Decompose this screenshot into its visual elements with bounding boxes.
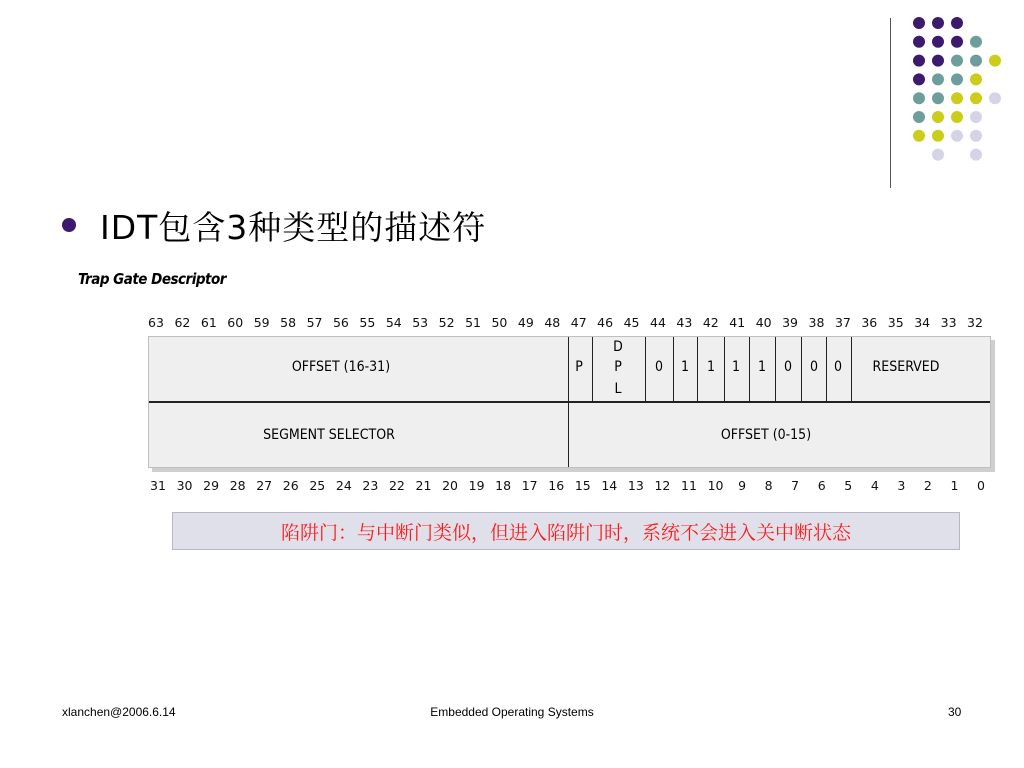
top-bit-label: 58: [280, 315, 297, 330]
decorative-dot: [932, 17, 944, 29]
decorative-dot: [951, 17, 963, 29]
top-bit-numbers: [0, 315, 1024, 333]
decorative-dot-grid: [0, 0, 1024, 200]
decorative-dot: [932, 92, 944, 104]
top-bit-label: 56: [332, 315, 349, 330]
decorative-dot: [970, 92, 982, 104]
top-bit-label: 35: [887, 315, 904, 330]
bottom-bit-label: 29: [203, 478, 220, 493]
field-bit-40: 1: [757, 359, 767, 375]
bottom-bit-label: 17: [521, 478, 538, 493]
bottom-bit-label: 16: [548, 478, 565, 493]
field-bit-37: 0: [833, 359, 843, 375]
field-p: P: [575, 359, 583, 375]
bottom-bit-label: 21: [415, 478, 432, 493]
bottom-bit-label: 4: [870, 478, 879, 493]
decorative-dot: [970, 130, 982, 142]
decorative-dot: [932, 73, 944, 85]
field-reserved: RESERVED: [872, 359, 940, 375]
top-bit-label: 41: [729, 315, 746, 330]
top-bit-label: 44: [650, 315, 666, 330]
bottom-bit-label: 20: [442, 478, 458, 493]
decorative-vertical-line: [890, 18, 891, 188]
decorative-dot: [932, 111, 944, 123]
bottom-bit-label: 25: [309, 478, 326, 493]
top-bit-label: 47: [570, 315, 587, 330]
bottom-bit-label: 6: [817, 478, 826, 493]
decorative-dot: [913, 130, 925, 142]
footer-page-number: 30: [948, 705, 962, 719]
decorative-dot: [951, 73, 963, 85]
field-bit-44: 0: [654, 359, 664, 375]
top-bit-label: 34: [914, 315, 931, 330]
top-bit-label: 37: [834, 315, 851, 330]
bottom-bit-label: 24: [335, 478, 352, 493]
bottom-bit-label: 30: [176, 478, 193, 493]
trap-gate-note: 陷阱门：与中断门类似，但进入陷阱门时，系统不会进入关中断状态: [172, 512, 960, 550]
bottom-bit-label: 11: [681, 478, 697, 493]
top-bit-label: 36: [861, 315, 878, 330]
field-segment-selector: SEGMENT SELECTOR: [263, 427, 395, 443]
top-bit-label: 42: [702, 315, 719, 330]
top-bit-label: 52: [438, 315, 455, 330]
field-bit-43: 1: [680, 359, 690, 375]
top-bit-label: 55: [359, 315, 376, 330]
decorative-dot: [932, 149, 944, 161]
top-bit-label: 39: [782, 315, 799, 330]
bottom-bit-numbers: [0, 478, 1024, 496]
decorative-dot: [951, 55, 963, 67]
bottom-bit-label: 10: [707, 478, 724, 493]
bottom-bit-label: 28: [229, 478, 246, 493]
bottom-bit-label: 14: [601, 478, 618, 493]
bottom-bit-label: 5: [844, 478, 853, 493]
footer-author: xlanchen@2006.6.14: [62, 705, 176, 719]
decorative-dot: [970, 55, 982, 67]
field-dpl-l: L: [614, 381, 622, 397]
field-bit-42: 1: [706, 359, 716, 375]
decorative-dot: [970, 73, 982, 85]
bottom-bit-label: 23: [362, 478, 379, 493]
field-offset-low: OFFSET (0-15): [720, 427, 812, 443]
bullet-dot-icon: [62, 218, 76, 232]
top-bit-label: 54: [385, 315, 402, 330]
diagram-title: Trap Gate Descriptor: [78, 270, 226, 288]
decorative-dot: [970, 111, 982, 123]
decorative-dot: [932, 130, 944, 142]
bullet-text: IDT包含3种类型的描述符: [100, 207, 487, 247]
bottom-bit-label: 13: [627, 478, 644, 493]
top-bit-label: 43: [676, 315, 693, 330]
field-offset-high: OFFSET (16-31): [291, 359, 391, 375]
bottom-bit-label: 7: [791, 478, 800, 493]
bottom-bit-label: 31: [150, 478, 166, 493]
top-bit-label: 51: [465, 315, 481, 330]
decorative-dot: [951, 111, 963, 123]
decorative-dot: [951, 92, 963, 104]
trap-gate-descriptor: [148, 336, 991, 468]
decorative-dot: [913, 17, 925, 29]
decorative-dot: [989, 92, 1001, 104]
decorative-dot: [932, 36, 944, 48]
field-bit-41: 1: [731, 359, 741, 375]
top-bit-label: 61: [200, 315, 217, 330]
bullet-item: [62, 200, 486, 250]
decorative-dot: [970, 149, 982, 161]
decorative-dot: [932, 55, 944, 67]
bottom-bit-label: 18: [495, 478, 512, 493]
decorative-dot: [970, 36, 982, 48]
top-bit-label: 53: [412, 315, 429, 330]
bottom-bit-label: 0: [977, 478, 985, 493]
top-bit-label: 60: [227, 315, 244, 330]
bottom-bit-label: 12: [654, 478, 671, 493]
field-bit-38: 0: [809, 359, 819, 375]
decorative-dot: [913, 111, 925, 123]
top-bit-label: 57: [306, 315, 323, 330]
bottom-bit-label: 19: [468, 478, 485, 493]
decorative-dot: [913, 73, 925, 85]
top-bit-label: 33: [940, 315, 957, 330]
bottom-bit-label: 2: [923, 478, 932, 493]
top-bit-label: 46: [597, 315, 614, 330]
bottom-bit-label: 8: [764, 478, 773, 493]
bottom-bit-label: 15: [574, 478, 591, 493]
field-dpl-p: P: [614, 359, 622, 375]
decorative-dot: [913, 36, 925, 48]
top-bit-label: 62: [174, 315, 191, 330]
decorative-dot: [989, 55, 1001, 67]
top-bit-label: 59: [253, 315, 270, 330]
top-bit-label: 45: [623, 315, 640, 330]
top-bit-label: 48: [544, 315, 561, 330]
field-bit-39: 0: [783, 359, 793, 375]
decorative-dot: [913, 92, 925, 104]
field-dpl-d: D: [613, 339, 623, 355]
footer-title: Embedded Operating Systems: [430, 705, 594, 719]
top-bit-label: 38: [808, 315, 825, 330]
bottom-bit-label: 27: [256, 478, 273, 493]
bottom-bit-label: 1: [950, 478, 959, 493]
bottom-bit-label: 22: [388, 478, 405, 493]
top-bit-label: 49: [517, 315, 534, 330]
decorative-dot: [951, 36, 963, 48]
top-bit-label: 32: [967, 315, 983, 330]
top-bit-label: 50: [491, 315, 508, 330]
decorative-dot: [951, 130, 963, 142]
top-bit-label: 63: [148, 315, 164, 330]
top-bit-label: 40: [755, 315, 772, 330]
bottom-bit-label: 3: [897, 478, 906, 493]
bottom-bit-label: 9: [738, 478, 747, 493]
decorative-dot: [913, 55, 925, 67]
bottom-bit-label: 26: [282, 478, 299, 493]
